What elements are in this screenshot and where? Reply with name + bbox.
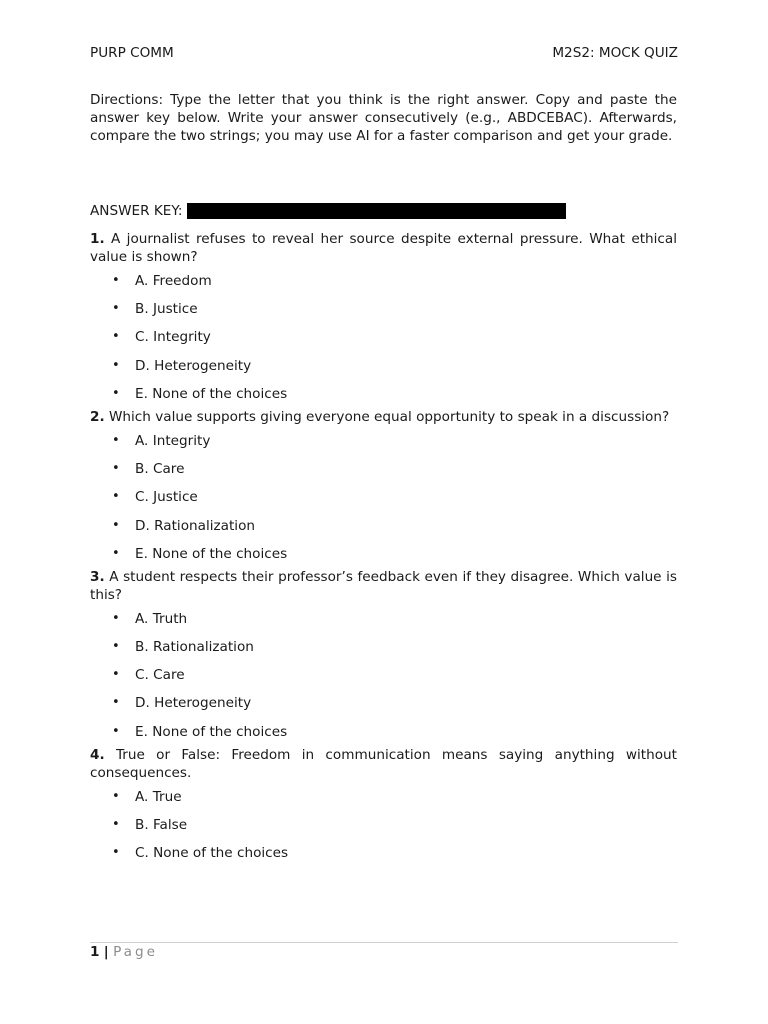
choice-label: C. Justice	[135, 489, 198, 506]
choice-label: C. Care	[135, 667, 185, 684]
course-title: PURP COMM	[90, 45, 174, 61]
footer-separator: |	[103, 944, 109, 960]
choice-label: B. False	[135, 817, 188, 833]
question-text: A journalist refuses to reveal her source despite external pressure. What ethical value is shown?	[90, 231, 677, 265]
question-text: True or False: Freedom in communication means saying anything without consequences.	[90, 746, 677, 781]
bullet-icon: •	[112, 301, 120, 317]
choice-label: E. None of the choices	[135, 723, 288, 740]
answer-choice	[90, 352, 677, 380]
question-stem	[90, 568, 677, 604]
choice-label: A. Integrity	[135, 432, 211, 449]
answer-choice	[90, 380, 677, 408]
answer-choice	[90, 633, 677, 661]
question-text: A student respects their professor’s feedback even if they disagree. Which value is this?	[90, 568, 677, 603]
question-number: 4.	[90, 746, 105, 763]
question-item	[90, 746, 677, 868]
answer-choice	[90, 661, 677, 689]
bullet-icon: •	[112, 788, 120, 804]
choice-label: B. Justice	[135, 301, 198, 318]
bullet-icon: •	[112, 517, 120, 533]
bullet-icon: •	[112, 489, 120, 505]
bullet-icon: •	[112, 610, 120, 626]
choice-label: E. None of the choices	[135, 385, 288, 402]
page-footer	[90, 943, 158, 961]
choice-label: B. Rationalization	[135, 639, 254, 656]
choice-list	[90, 267, 677, 408]
answer-choice	[90, 839, 677, 867]
answer-choice	[90, 323, 677, 351]
bullet-icon: •	[112, 273, 120, 288]
page-label: Page	[113, 944, 159, 960]
choice-list	[90, 783, 677, 868]
answer-key-label: ANSWER KEY:	[90, 203, 183, 219]
question-list	[90, 230, 677, 867]
question-stem	[90, 746, 677, 782]
choice-label: A. Truth	[135, 610, 188, 627]
answer-choice	[90, 718, 677, 746]
choice-list	[90, 605, 677, 746]
question-item	[90, 568, 677, 746]
answer-choice	[90, 783, 677, 811]
answer-choice	[90, 811, 677, 839]
choice-label: E. None of the choices	[135, 545, 288, 562]
quiz-title: M2S2: MOCK QUIZ	[552, 45, 678, 61]
question-number: 1.	[90, 231, 105, 247]
bullet-icon: •	[112, 385, 120, 401]
choice-label: C. Integrity	[135, 329, 211, 346]
answer-choice	[90, 427, 677, 455]
answer-choice	[90, 295, 677, 323]
bullet-icon: •	[112, 329, 120, 345]
answer-choice	[90, 605, 677, 633]
question-stem	[90, 230, 677, 266]
question-number: 2.	[90, 408, 105, 425]
directions-text: Directions: Type the letter that you think is the right answer. Copy and paste the answer key below. Write your answer consecutively (e.g., ABDCEBAC). Afterwards, compare the two strings; you may use AI for a faster comparison and get your grade.	[90, 92, 677, 144]
answer-choice	[90, 455, 677, 483]
bullet-icon: •	[112, 817, 120, 832]
choice-label: B. Care	[135, 461, 185, 478]
bullet-icon: •	[112, 723, 120, 739]
choice-label: D. Rationalization	[135, 517, 256, 534]
answer-choice	[90, 540, 677, 568]
question-item	[90, 408, 677, 568]
question-item	[90, 230, 677, 408]
bullet-icon: •	[112, 639, 120, 655]
bullet-icon: •	[112, 695, 120, 711]
bullet-icon: •	[112, 545, 120, 561]
answer-choice	[90, 483, 677, 511]
choice-label: C. None of the choices	[135, 845, 289, 862]
answer-choice	[90, 689, 677, 717]
choice-label: D. Heterogeneity	[135, 357, 252, 374]
answer-choice	[90, 512, 677, 540]
choice-label: A. True	[135, 788, 182, 805]
bullet-icon: •	[112, 845, 120, 861]
page-header	[90, 45, 678, 61]
bullet-icon: •	[112, 357, 120, 373]
answer-choice	[90, 267, 677, 295]
question-text: Which value supports giving everyone equal opportunity to speak in a discussion?	[108, 408, 670, 425]
footer-divider	[90, 942, 678, 943]
bullet-icon: •	[112, 461, 120, 477]
bullet-icon: •	[112, 667, 120, 683]
bullet-icon: •	[112, 432, 120, 448]
answer-key	[90, 202, 566, 220]
question-number: 3.	[90, 568, 105, 585]
choice-list	[90, 427, 677, 568]
choice-label: D. Heterogeneity	[135, 695, 252, 712]
choice-label: A. Freedom	[135, 273, 212, 289]
answer-key-value[interactable]: CCCBCCCBCCACBBBBBBCACCBCBCBCBBCACCBBBBDB	[188, 203, 564, 219]
question-stem	[90, 408, 677, 426]
page-number: 1	[90, 944, 100, 960]
